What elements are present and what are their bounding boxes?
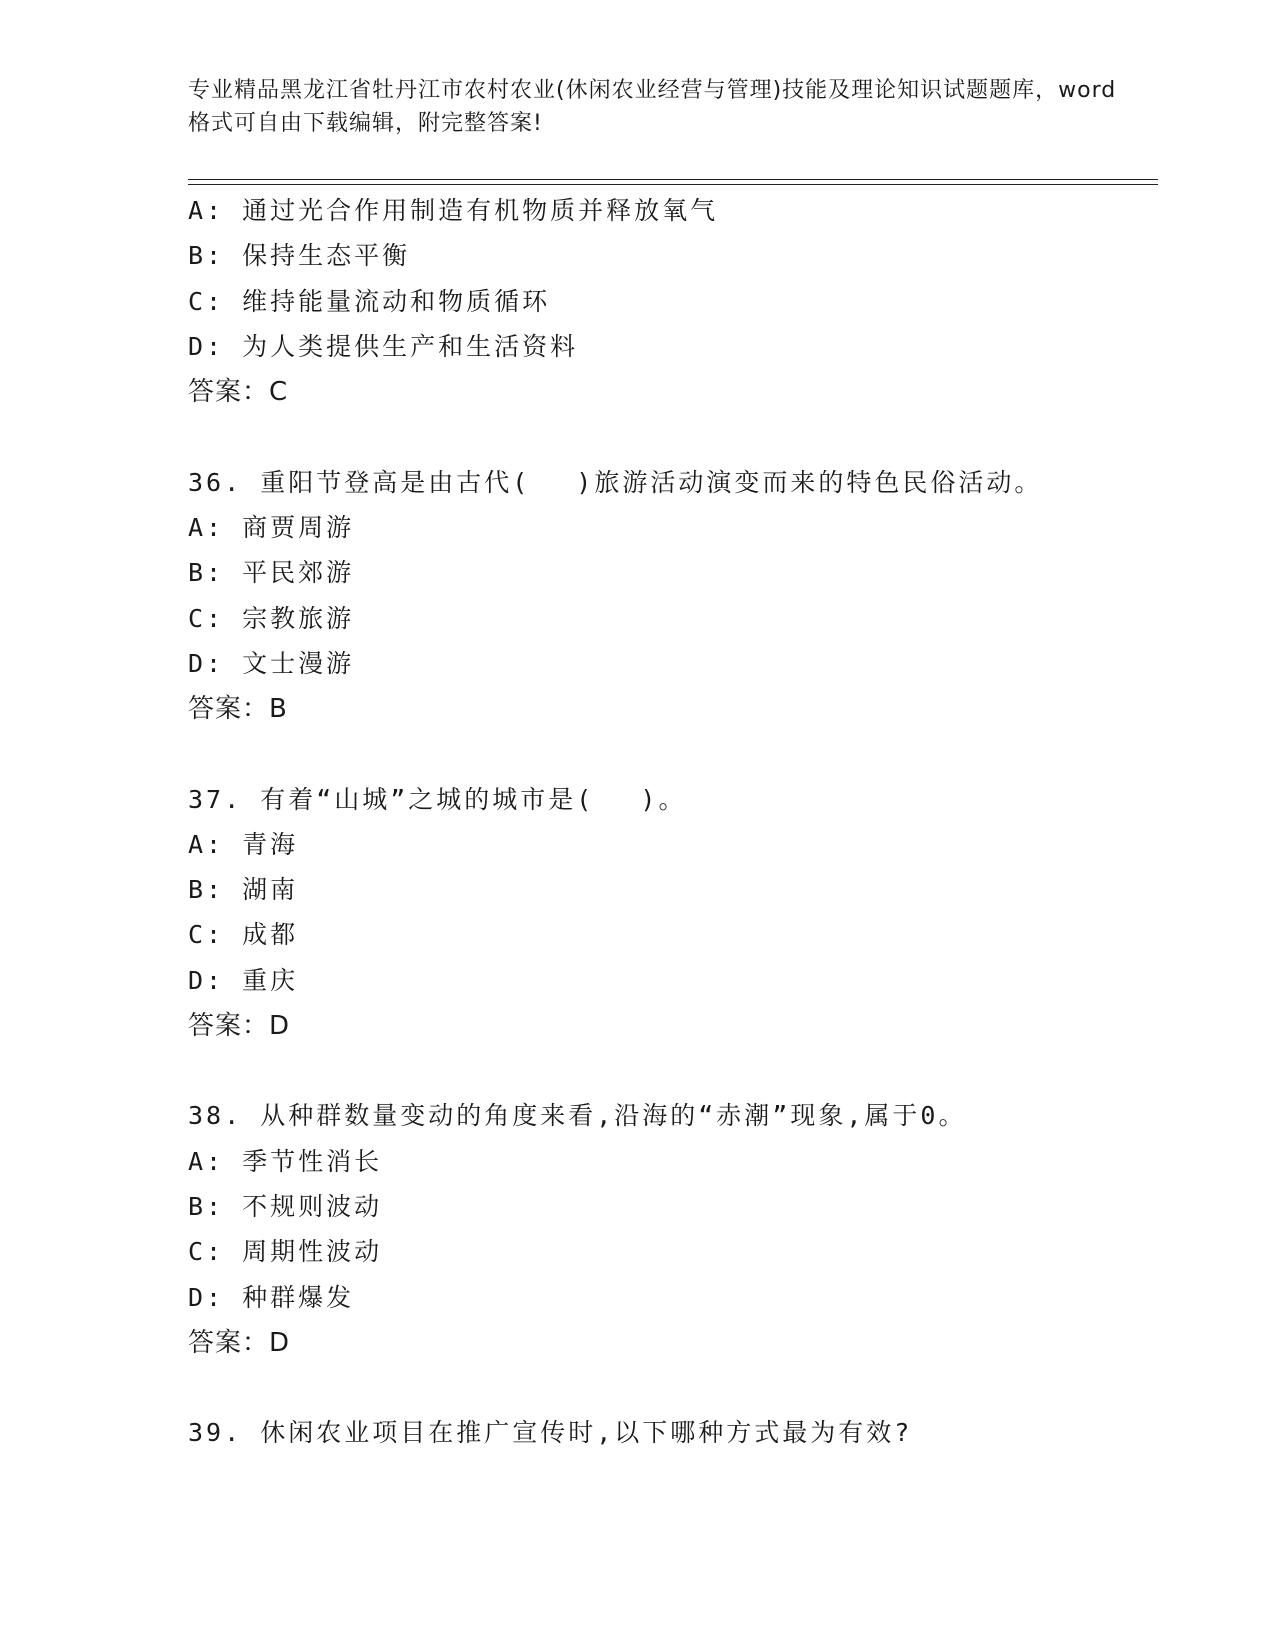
option-d: D: 重庆	[188, 966, 299, 995]
document-header-title: 专业精品黑龙江省牡丹江市农村农业(休闲农业经营与管理)技能及理论知识试题题库，word格式可自由下载编辑，附完整答案!	[188, 78, 1117, 136]
option-d: D: 文士漫游	[188, 649, 355, 678]
option-d: D: 为人类提供生产和生活资料	[188, 332, 579, 361]
option-c: C: 维持能量流动和物质循环	[188, 287, 551, 316]
option-b: B: 保持生态平衡	[188, 241, 411, 270]
question-stem: 39. 休闲农业项目在推广宣传时,以下哪种方式最为有效?	[188, 1418, 913, 1447]
question-stem: 36. 重阳节登高是由古代( )旅游活动演变而来的特色民俗活动。	[188, 468, 1043, 497]
answer-line: 答案：D	[188, 1328, 291, 1358]
option-c: C: 周期性波动	[188, 1237, 383, 1266]
option-b: B: 不规则波动	[188, 1192, 383, 1221]
header-divider-top	[188, 179, 1158, 180]
option-a: A: 季节性消长	[188, 1147, 383, 1176]
option-a: A: 通过光合作用制造有机物质并释放氧气	[188, 196, 719, 225]
answer-line: 答案：C	[188, 377, 289, 407]
question-stem: 37. 有着“山城”之城的城市是( )。	[188, 785, 687, 814]
option-a: A: 青海	[188, 830, 299, 859]
question-stem: 38. 从种群数量变动的角度来看,沿海的“赤潮”现象,属于0。	[188, 1101, 967, 1130]
answer-line: 答案：D	[188, 1011, 291, 1041]
option-d: D: 种群爆发	[188, 1283, 355, 1312]
option-c: C: 宗教旅游	[188, 604, 355, 633]
option-b: B: 平民郊游	[188, 558, 355, 587]
option-c: C: 成都	[188, 920, 299, 949]
option-b: B: 湖南	[188, 875, 299, 904]
option-a: A: 商贾周游	[188, 513, 355, 542]
header-divider-bottom	[188, 184, 1158, 185]
answer-line: 答案：B	[188, 694, 288, 724]
